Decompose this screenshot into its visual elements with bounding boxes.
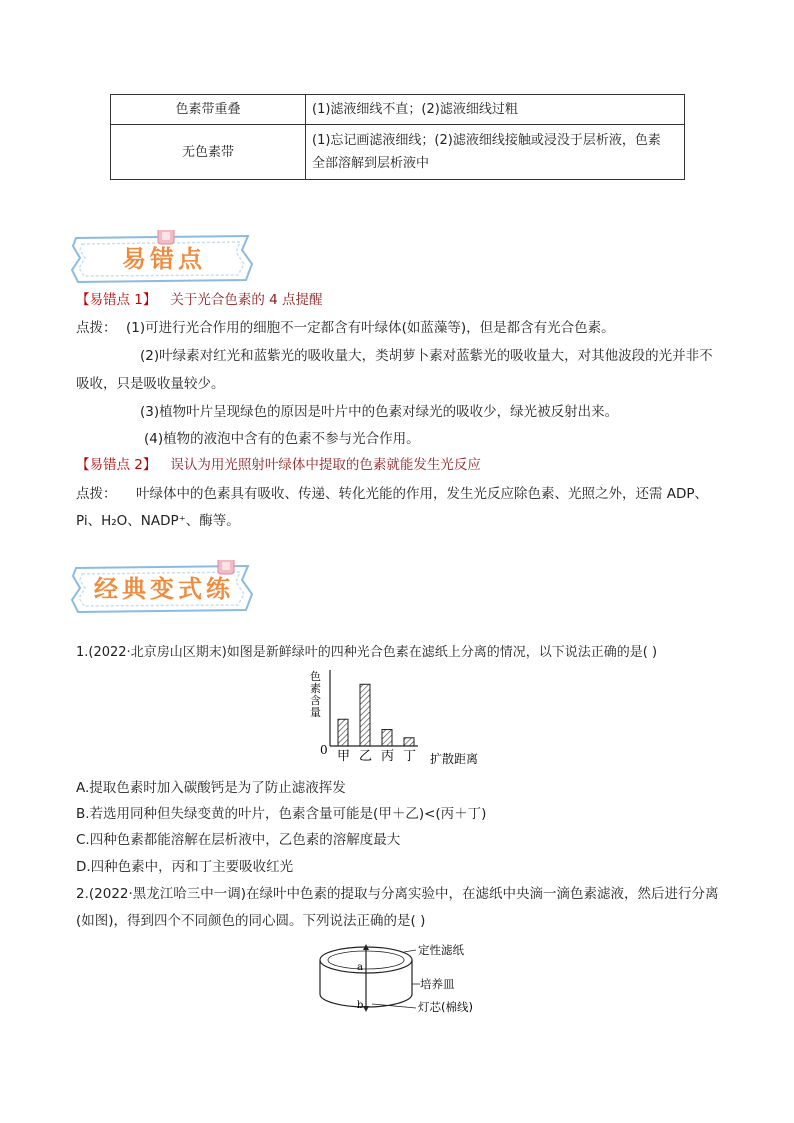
option-c: C.四种色素都能溶解在层析液中，乙色素的溶解度最大 bbox=[76, 832, 401, 848]
category-label: 乙 bbox=[359, 749, 373, 764]
x-axis-label: 扩散距离 bbox=[430, 752, 479, 766]
option-d: D.四种色素中，丙和丁主要吸收红光 bbox=[76, 859, 294, 875]
reason-line: 全部溶解到层析液中 bbox=[312, 156, 430, 171]
category-label: 丙 bbox=[381, 749, 395, 764]
section-title: 易错点 bbox=[122, 244, 206, 273]
y-axis-label-char: 色 bbox=[310, 670, 321, 683]
table-cell-issue: 色素带重叠 bbox=[111, 95, 306, 125]
option-b: B.若选用同种但失绿变黄的叶片，色素含量可能是(甲＋乙)<(丙＋丁) bbox=[76, 806, 487, 822]
label-a: a bbox=[357, 962, 363, 973]
hint-item: 吸收，只是吸收量较少。 bbox=[76, 376, 225, 392]
section-title: 经典变式练 bbox=[94, 574, 234, 603]
table-cell-reason bbox=[306, 125, 685, 180]
mistake-tag: 【易错点 1】 bbox=[76, 292, 157, 308]
section-banner-practice bbox=[70, 560, 258, 618]
bar-2 bbox=[382, 730, 392, 746]
y-axis-label-char: 量 bbox=[310, 706, 321, 719]
callout-filter-paper: 定性滤纸 bbox=[418, 943, 464, 957]
hint-item: (2)叶绿素对红光和蓝紫光的吸收量大，类胡萝卜素对蓝紫光的吸收量大，对其他波段的光并非不 bbox=[140, 348, 713, 364]
hint-label: 点拨： bbox=[76, 486, 117, 502]
y-axis-label bbox=[310, 670, 321, 719]
category-label: 丁 bbox=[403, 749, 417, 764]
bar-1 bbox=[360, 684, 370, 746]
table-cell-reason: (1)滤液细线不直；(2)滤液细线过粗 bbox=[306, 95, 685, 125]
mistake-heading-1 bbox=[76, 290, 323, 310]
table-cell-issue: 无色素带 bbox=[111, 125, 306, 180]
chromatography-apparatus-diagram bbox=[312, 938, 512, 1018]
mistake-title: 关于光合色素的 4 点提醒 bbox=[170, 292, 323, 308]
callout-petri-dish: 培养皿 bbox=[420, 977, 455, 991]
y-axis-label-char: 含 bbox=[310, 694, 321, 707]
question-stem: (如图)，得到四个不同颜色的同心圆。下列说法正确的是( ) bbox=[76, 913, 426, 929]
category-label: 甲 bbox=[337, 749, 351, 764]
mistake-tag: 【易错点 2】 bbox=[76, 457, 157, 473]
bar-0 bbox=[338, 719, 348, 746]
question-stem: 1.(2022·北京房山区期末)如图是新鲜绿叶的四种光合色素在滤纸上分离的情况，以下说法正确的是( ) bbox=[76, 645, 658, 660]
table-row bbox=[111, 95, 685, 125]
reason-line: (1)忘记画滤液细线；(2)滤液细线接触或浸没于层析液，色素 bbox=[312, 133, 661, 148]
arrow-down-icon bbox=[363, 1006, 369, 1012]
hint-label: 点拨： bbox=[76, 320, 117, 336]
troubleshooting-table bbox=[110, 94, 685, 180]
bar-3 bbox=[404, 738, 414, 746]
hint-item: (4)植物的液泡中含有的色素不参与光合作用。 bbox=[144, 431, 420, 447]
y-axis-label-char: 素 bbox=[310, 682, 321, 695]
pigment-bar-chart bbox=[300, 668, 500, 770]
hint-item: (1)可进行光合作用的细胞不一定都含有叶绿体(如蓝藻等)，但是都含有光合色素。 bbox=[126, 320, 615, 336]
label-b: b bbox=[357, 1000, 364, 1011]
hint-item: (3)植物叶片呈现绿色的原因是叶片中的色素对绿光的吸收少，绿光被反射出来。 bbox=[140, 404, 619, 420]
table-row bbox=[111, 125, 685, 180]
hint-text: 叶绿体中的色素具有吸收、传递、转化光能的作用，发生光反应除色素、光照之外，还需 ADP、 bbox=[136, 486, 709, 502]
origin-label: 0 bbox=[320, 743, 328, 757]
section-banner-mistakes bbox=[70, 230, 258, 288]
mistake-heading-2 bbox=[76, 455, 481, 475]
callout-wick: 灯芯(棉线) bbox=[418, 1000, 473, 1014]
question-stem: 2.(2022·黑龙江哈三中一调)在绿叶中色素的提取与分离实验中，在滤纸中央滴一滴色素滤液，然后进行分离 bbox=[76, 886, 719, 902]
mistake-title: 误认为用光照射叶绿体中提取的色素就能发生光反应 bbox=[170, 457, 481, 473]
option-a: A.提取色素时加入碳酸钙是为了防止滤液挥发 bbox=[76, 780, 346, 796]
hint-text: Pi、H₂O、NADP⁺、酶等。 bbox=[76, 513, 240, 529]
